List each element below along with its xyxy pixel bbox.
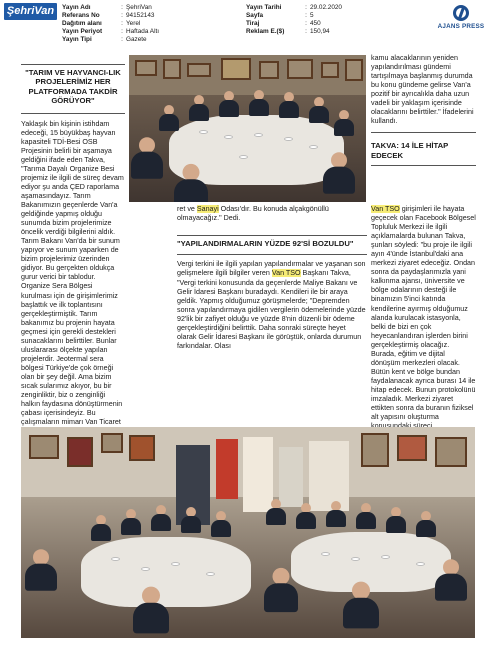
right-metadata <box>246 4 342 36</box>
heading-rule <box>21 64 125 65</box>
meta-value: 450 <box>310 20 321 28</box>
meta-value: Haftada Altı <box>126 28 160 36</box>
text-run: Başkanı Takva, "Vergi terkini konusunda da geçenlerde Maliye Bakanı ve Gelir İdaresi Başkanı buradaydı. Kendileri ile bir araya geldik. Yapmış olduğumuz görüşmelerde; "Depremden sonra yapılandırmaya gidilen vergilerin ödemelerinde yüzde 92'lik bir zafiyet olduğu ve yüzde 8'nin düzenli bir ödeme gerçekleştirdiğini belirttik. Daha sonraki süreçte heyet olarak Gelir İdaresi Başkanı ile görüştük, onlarda durumun farkındalar. Olası <box>177 269 366 350</box>
article-column-2-top <box>177 205 367 223</box>
article-column-4-body <box>371 205 476 440</box>
meta-label: Dağıtım alanı <box>62 20 102 28</box>
meta-row: Sayfa : 5 <box>246 12 314 20</box>
meta-value: 94152143 <box>126 12 155 20</box>
meeting-photo-top <box>129 55 366 202</box>
heading-rule <box>177 254 367 255</box>
meta-label: Yayın Tipi <box>62 36 92 44</box>
text-run: Odası'dır. Bu konuda alçakgönüllü olmayacağız." Dedi. <box>177 205 329 223</box>
meta-value: Gazete <box>126 36 147 44</box>
meta-row: Dağıtım alanı : Yerel <box>62 20 141 28</box>
newspaper-logo: ŞehriVan <box>4 3 57 20</box>
article-paragraph <box>177 205 367 223</box>
highlighted-term: Sanayi <box>196 205 219 213</box>
meta-label: Yayın Periyot <box>62 28 103 36</box>
meta-label: Tiraj <box>246 20 260 28</box>
text-run: Vergi terkini ile ilgili yapılan yapılandırmalar ve yaşanan son gelişmelere ilgili bilgiler veren <box>177 260 366 278</box>
highlighted-term: Van TSO <box>371 205 400 213</box>
highlighted-term: Van TSO <box>271 269 301 278</box>
heading-rule <box>21 113 125 114</box>
meta-row: Referans No : 94152143 <box>62 12 155 20</box>
agency-logo-icon <box>453 5 469 21</box>
text-run: girişimleri ile hayata geçecek olan Facebook Bölgesel Topluluk Merkezi ile ilgili açıklamalarda bulunan Takva, şunları söyledi: "bu proje ile ilgili ayın 4'ünde İstanbul'daki ana merkezi ziyaret edeceğiz. Ondan sonra da paydaşlarımızla yani kalkınma ajansı, üniversite ve bölge odalarının desteği ile binamızın 5'inci katında kendilerine ayırmış olduğumuz alanda kurulacak istasyonla, belki de bizi en çok heyecanlandıran işlerden birini gerçekleştirmiş olacağız. Burada, eğitim ve dijital dönüşüm merkezleri olacak. Bütün kent ve bölge bundan faydalanacak ayrıca burası 14 ile hitap edecek. Bunun protokolünü imzaladık. Merkezi ziyaret ettikten sonra da buranın fiziksel alt yapısını oluşturma <box>371 205 476 422</box>
meta-label: Referans No <box>62 12 100 20</box>
heading-rule <box>371 132 476 133</box>
left-metadata <box>62 4 159 44</box>
heading-rule <box>177 235 367 236</box>
agency-name: AJANS PRESS <box>437 23 485 30</box>
meta-label: Yayın Adı <box>62 4 91 11</box>
meta-row: Tiraj : 450 <box>246 20 321 28</box>
heading-rule <box>371 165 476 166</box>
meta-label: Sayfa <box>246 12 264 20</box>
article-paragraph <box>177 260 367 350</box>
meta-row: Yayın Periyot : Haftada Altı <box>62 28 160 36</box>
agency-brand <box>431 5 491 30</box>
meta-value: 29.02.2020 <box>310 4 342 11</box>
meta-value: ŞehriVan <box>126 4 152 11</box>
meta-value: 5 <box>310 12 314 20</box>
meta-row: Yayın Tarihi : 29.02.2020 <box>246 4 342 11</box>
meta-row: Yayın Adı : ŞehriVan <box>62 4 152 11</box>
meta-label: Yayın Tarihi <box>246 4 282 11</box>
section-heading: "YAPILANDIRMALARIN YÜZDE 92'Sİ BOZULDU" <box>177 239 354 248</box>
meta-row: Yayın Tipi : Gazete <box>62 36 147 44</box>
section-heading: TAKVA: 14 İLE HİTAP EDECEK <box>371 141 449 160</box>
article-paragraph <box>371 205 476 440</box>
article-column-1 <box>21 64 125 436</box>
section-heading: "TARIM VE HAYVANCI-LIK PROJELERİMİZ HER PLATFORMADA TAKDİR GÖRÜYOR" <box>25 68 121 106</box>
article-paragraph: Yaklaşık bin kişinin istihdam edeceği, 15 büyükbaş hayvan kapasiteli TDİ-Besi OSB Projesinin belirli bir aşamaya geldiğini ifade eden Takva, "Tarıma Dayalı Organize Besi projemiz ile ilgili de süreç devam ediyor şu anda ÇED raporlama aşamasındayız. Tarım Bakanımızın geçenlerde Van'a geldiğinde yapmış olduğu sunumda bizim projelerimize öncelik verdiği bilgilerini aldık. Tarım Bakanı Van'da bir sunum yapıyor ve sunum yaparken de bizim projelerimiz üzerinden gidiyor. Bu gerçekten oldukça gurur verici bir tablodur. Organize Sera Bölgesi kurulması için de girişimlerimiz başlattık ve ilk toplantısını gerçekleştirmiştik. Tarım bakanımız bu projenin hayata geçmesi için gerekli destekleri sunacaklarını belirttiler. Bunlar uluslararası ölçekte yapılan projelerdir. Jeotermal sera bölgesi Türkiye'de çok örneği olan bir şey değil. Ama bizim sıcak sularımız akıyor, bu bir zenginliktir, biz o zenginliği halkın faydasına dönüştürmenin çabası içerisindeyiz. Bu çalışmaların mimarı Van Ticaret <box>21 119 124 427</box>
text-run: ret ve <box>177 205 197 213</box>
article-column-2 <box>177 235 367 351</box>
meeting-photo-bottom <box>21 427 475 638</box>
article-column-4 <box>371 54 476 166</box>
article-paragraph: kamu alacaklarının yeniden yapılandırılması gündemi tartışılmaya başlanmış durumda bu konu gündeme gelirse Van'a pozitif bir ayrıcalıkla daha uzun vadeli bir yaklaşım içerisinde olacaklarını belirttiler." İfadelerini kullandı. <box>371 54 474 126</box>
meta-row: Reklam E.($) : 150,94 <box>246 28 330 36</box>
meta-value: Yerel <box>126 20 141 28</box>
meta-value: 150,94 <box>310 28 330 36</box>
meta-label: Reklam E.($) <box>246 28 285 36</box>
clipping-header <box>0 0 496 50</box>
